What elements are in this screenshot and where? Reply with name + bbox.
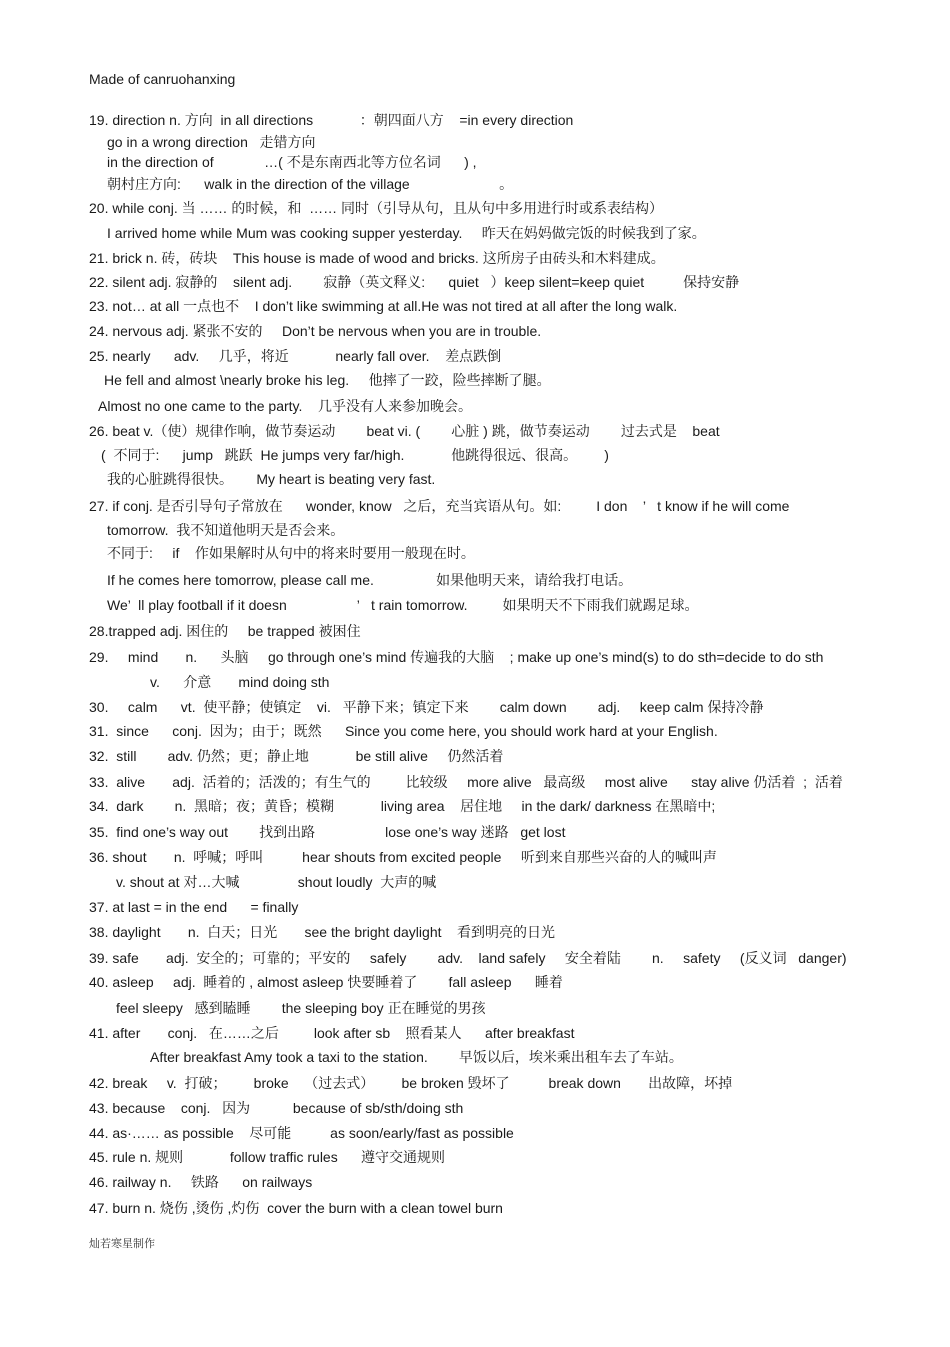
entry-line: 41. after conj. 在……之后 look after sb 照看某人 after breakfast (89, 1025, 575, 1041)
entry-line: 36. shout n. 呼喊；呼叫 hear shouts from excited people 听到来自那些兴奋的人的喊叫声 (89, 849, 717, 865)
entry-line: 19. direction n. 方向 in all directions ：朝四面八方 =in every direction (89, 112, 574, 128)
entry-line: 33. alive adj. 活着的；活泼的；有生气的 比较级 more alive 最高级 most alive stay alive 仍活着 ; 活着 (89, 774, 843, 790)
entry-line: 46. railway n. 铁路 on railways (89, 1174, 313, 1190)
entry-line: 30. calm vt. 使平静；使镇定 vi. 平静下来；镇定下来 calm down adj. keep calm 保持冷静 (89, 699, 764, 715)
entry-line: 35. find one’s way out 找到出路 lose one’s way 迷路 get lost (89, 824, 566, 840)
entry-line: 我的心脏跳得很快。 My heart is beating very fast. (107, 471, 436, 487)
entry-line: 20. while conj. 当 …… 的时候，和 …… 同时（引导从句，且从句中多用进行时或系表结构） (89, 200, 664, 216)
entry-line: 朝村庄方向: walk in the direction of the village 。 (107, 176, 514, 192)
entry-line: I arrived home while Mum was cooking supper yesterday. 昨天在妈妈做完饭的时候我到了家。 (107, 225, 706, 241)
entry-line: 31. since conj. 因为；由于；既然 Since you come here, you should work hard at your English. (89, 723, 718, 739)
entry-line: 44. as·…… as possible 尽可能 as soon/early/fast as possible (89, 1125, 514, 1141)
entry-line: 34. dark n. 黑暗；夜；黄昏；模糊 living area 居住地 in the dark/ darkness 在黑暗中; (89, 798, 716, 814)
entry-line: v. shout at 对…大喊 shout loudly 大声的喊 (116, 874, 437, 890)
entry-line: After breakfast Amy took a taxi to the station. 早饭以后，埃米乘出租车去了车站。 (150, 1049, 683, 1065)
entry-line: 29. mind n. 头脑 go through one’s mind 传遍我的大脑 ; make up one’s mind(s) to do sth=decide to do sth (89, 649, 824, 665)
entry-line: 28.trapped adj. 困住的 be trapped 被困住 (89, 623, 361, 639)
page-header: Made of canruohanxing (89, 71, 236, 87)
entry-line: 37. at last = in the end = finally (89, 899, 299, 915)
entry-line: 45. rule n. 规则 follow traffic rules 遵守交通规则 (89, 1149, 446, 1165)
entry-line: We’ ll play football if it doesn ’ t rain tomorrow. 如果明天不下雨我们就踢足球。 (107, 597, 699, 613)
page-footer: 灿若寒星制作 (89, 1238, 155, 1250)
entry-line: 40. asleep adj. 睡着的 , almost asleep 快要睡着了 fall asleep 睡着 (89, 974, 563, 990)
entry-line: 38. daylight n. 白天；日光 see the bright daylight 看到明亮的日光 (89, 924, 556, 940)
entry-line: If he comes here tomorrow, please call me. 如果他明天来，请给我打电话。 (107, 572, 633, 588)
entry-line: 22. silent adj. 寂静的 silent adj. 寂静（英文释义: quiet ）keep silent=keep quiet 保持安静 (89, 274, 740, 290)
entry-line: 不同于: if 作如果解时从句中的将来时要用一般现在时。 (107, 545, 475, 561)
entry-line: 47. burn n. 烧伤 ,烫伤 ,灼伤 cover the burn with a clean towel burn (89, 1200, 503, 1216)
entry-line: Almost no one came to the party. 几乎没有人来参加晚会。 (98, 398, 472, 414)
entry-line: ( 不同于: jump 跳跃 He jumps very far/high. 他跳得很远、很高。 ) (101, 447, 609, 463)
entry-line: 43. because conj. 因为 because of sb/sth/doing sth (89, 1100, 464, 1116)
entry-line: 26. beat v.（使）规律作响，做节奏运动 beat vi. ( 心脏 ) 跳，做节奏运动 过去式是 beat (89, 423, 720, 439)
entry-line: feel sleepy 感到瞌睡 the sleeping boy 正在睡觉的男孩 (116, 1000, 486, 1016)
entry-line: in the direction of …( 不是东南西北等方位名词 ) , (107, 154, 477, 170)
entry-line: 27. if conj. 是否引导句子常放在 wonder, know 之后，充当宾语从句。如: I don ’ t know if he will come (89, 498, 790, 514)
entry-line: 32. still adv. 仍然；更；静止地 be still alive 仍然活着 (89, 748, 504, 764)
entry-line: 42. break v. 打破； broke （过去式） be broken 毁坏了 break down 出故障，坏掉 (89, 1075, 733, 1091)
entry-line: 24. nervous adj. 紧张不安的 Don’t be nervous when you are in trouble. (89, 323, 542, 339)
entry-line: go in a wrong direction 走错方向 (107, 134, 316, 150)
entry-line: 23. not… at all 一点也不 I don’t like swimming at all.He was not tired at all after the long walk. (89, 298, 678, 314)
entry-line: He fell and almost \nearly broke his leg. 他摔了一跤，险些摔断了腿。 (104, 372, 551, 388)
entry-line: tomorrow. 我不知道他明天是否会来。 (107, 522, 345, 538)
entry-line: 39. safe adj. 安全的；可靠的；平安的 safely adv. land safely 安全着陆 n. safety (反义词 danger) (89, 950, 847, 966)
entry-line: 25. nearly adv. 几乎，将近 nearly fall over. 差点跌倒 (89, 348, 502, 364)
entry-line: v. 介意 mind doing sth (150, 674, 330, 690)
entry-line: 21. brick n. 砖，砖块 This house is made of wood and bricks. 这所房子由砖头和木料建成。 (89, 250, 665, 266)
